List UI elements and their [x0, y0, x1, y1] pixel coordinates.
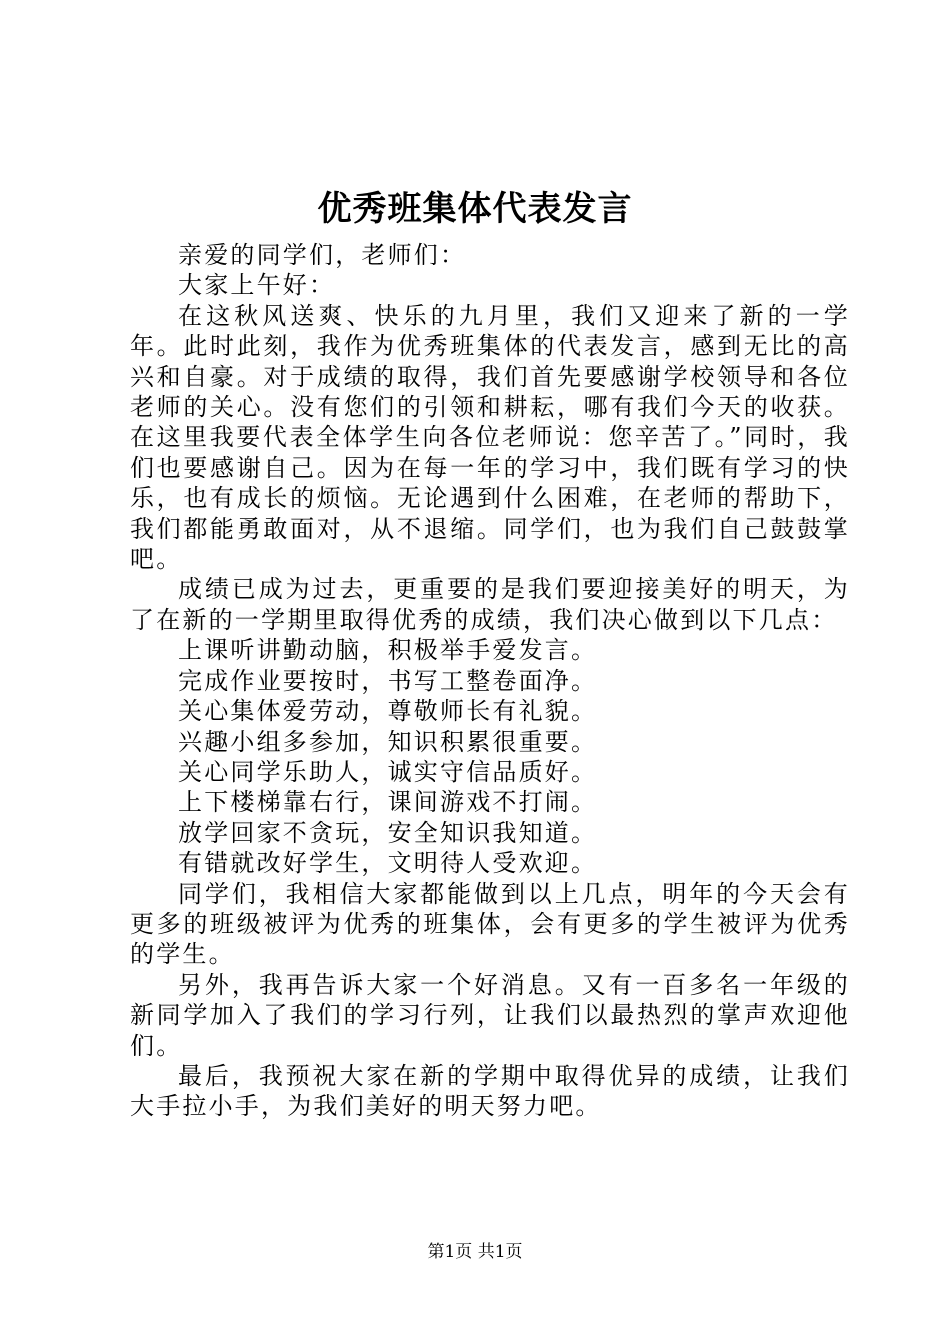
- pledge-line: 有错就改好学生，文明待人受欢迎。: [178, 849, 598, 878]
- document-body: [130, 240, 850, 1122]
- pledge-line: 上下楼梯靠右行，课间游戏不打闹。: [178, 788, 598, 817]
- body-paragraph: 最后，我预祝大家在新的学期中取得优异的成绩，让我们大手拉小手，为我们美好的明天努力吧。: [130, 1061, 850, 1121]
- body-paragraph: 另外，我再告诉大家一个好消息。又有一百多名一年级的新同学加入了我们的学习行列，让我们以最热烈的掌声欢迎他们。: [130, 970, 850, 1060]
- body-paragraph: 同学们，我相信大家都能做到以上几点，明年的今天会有更多的班级被评为优秀的班集体，会有更多的学生被评为优秀的学生。: [130, 879, 850, 969]
- pledge-line: 放学回家不贪玩，安全知识我知道。: [178, 818, 598, 847]
- body-paragraph: 成绩已成为过去，更重要的是我们要迎接美好的明天，为了在新的一学期里取得优秀的成绩，我们决心做到以下几点：: [130, 575, 850, 634]
- greeting-line: 大家上午好：: [178, 271, 336, 300]
- body-paragraph: 在这秋风送爽、快乐的九月里，我们又迎来了新的一学年。此时此刻，我作为优秀班集体的代表发言，感到无比的高兴和自豪。对于成绩的取得，我们首先要感谢学校领导和各位老师的关心。没有您们的引领和耕耘，哪有我们今天的收获。在这里我要代表全体学生向各位老师说：您辛苦了。”同时，我们也要感谢自己。因为在每一年的学习中，我们既有学习的快乐，也有成长的烦恼。无论遇到什么困难，在老师的帮助下，我们都能勇敢面对，从不退缩。同学们，也为我们自己鼓鼓掌吧。: [130, 301, 850, 574]
- pledge-line: 关心同学乐助人，诚实守信品质好。: [178, 757, 598, 786]
- page-number-footer: 第1页 共1页: [427, 1242, 523, 1262]
- pledge-line: 兴趣小组多参加，知识积累很重要。: [178, 727, 598, 756]
- greeting-line: 亲爱的同学们，老师们：: [178, 241, 467, 269]
- pledge-line: 上课听讲勤动脑，积极举手爱发言。: [178, 636, 598, 665]
- pledge-line: 关心集体爱劳动，尊敬师长有礼貌。: [178, 697, 598, 726]
- pledge-line: 完成作业要按时，书写工整卷面净。: [178, 666, 598, 695]
- document-title: 优秀班集体代表发言: [317, 189, 633, 229]
